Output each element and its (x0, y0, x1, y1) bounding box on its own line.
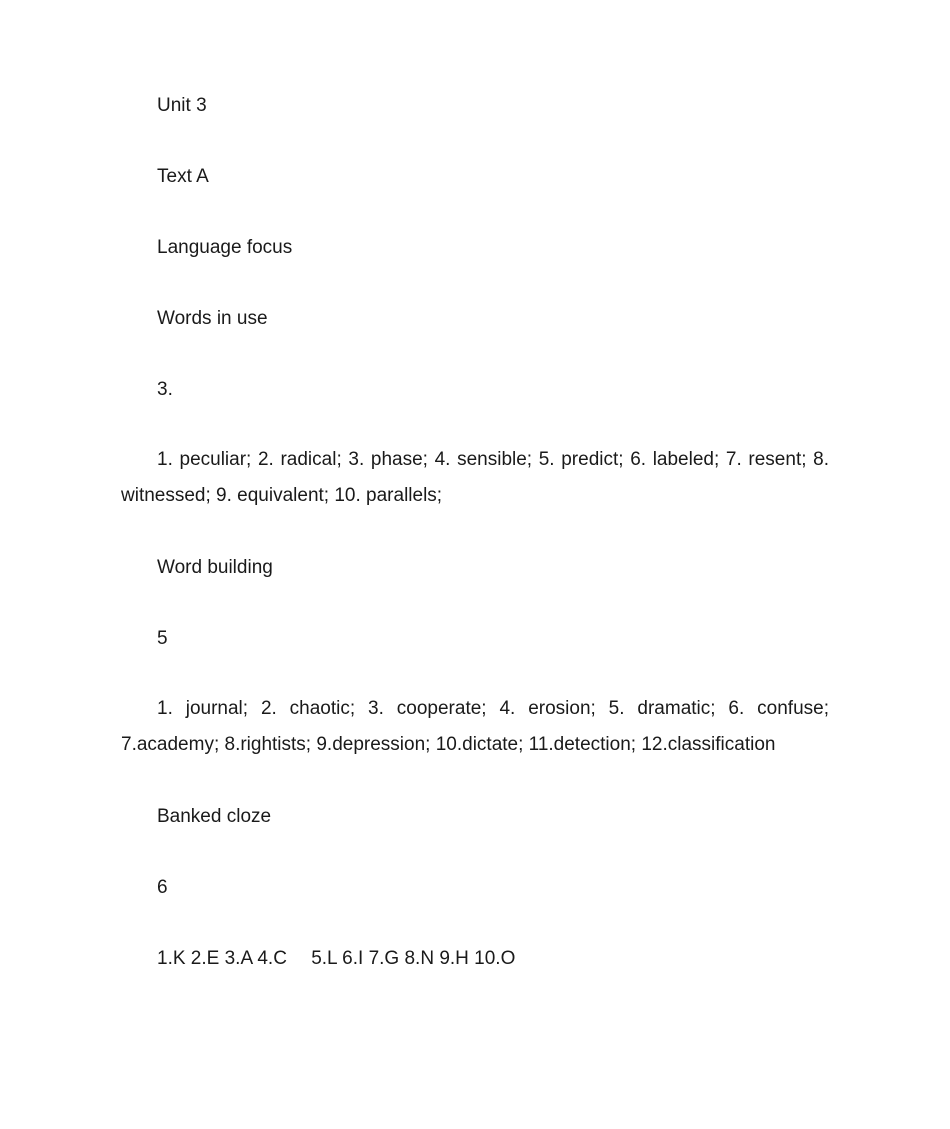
banked-cloze-answers: 1.K 2.E 3.A 4.C 5.L 6.I 7.G 8.N 9.H 10.O (157, 948, 516, 969)
words-in-use-answers: 1. peculiar; 2. radical; 3. phase; 4. sensible; 5. predict; 6. labeled; 7. resent; 8. witnessed; 9. equivalent; 10. parallels; (121, 449, 829, 506)
unit-title: Unit 3 (157, 95, 207, 116)
words-in-use-exercise-number: 3. (157, 379, 173, 400)
banked-cloze-exercise-number: 6 (157, 877, 168, 898)
text-title: Text A (157, 166, 209, 187)
banked-cloze-heading: Banked cloze (157, 806, 272, 827)
word-building-heading: Word building (157, 557, 273, 578)
section-heading: Language focus (157, 237, 293, 258)
word-building-exercise-number: 5 (157, 628, 168, 649)
words-in-use-heading: Words in use (157, 308, 268, 329)
word-building-answers: 1. journal; 2. chaotic; 3. cooperate; 4. erosion; 5. dramatic; 6. confuse; 7.academy; 8.rightists; 9.depression; 10.dictate; 11.detection; 12.classification (121, 698, 829, 755)
